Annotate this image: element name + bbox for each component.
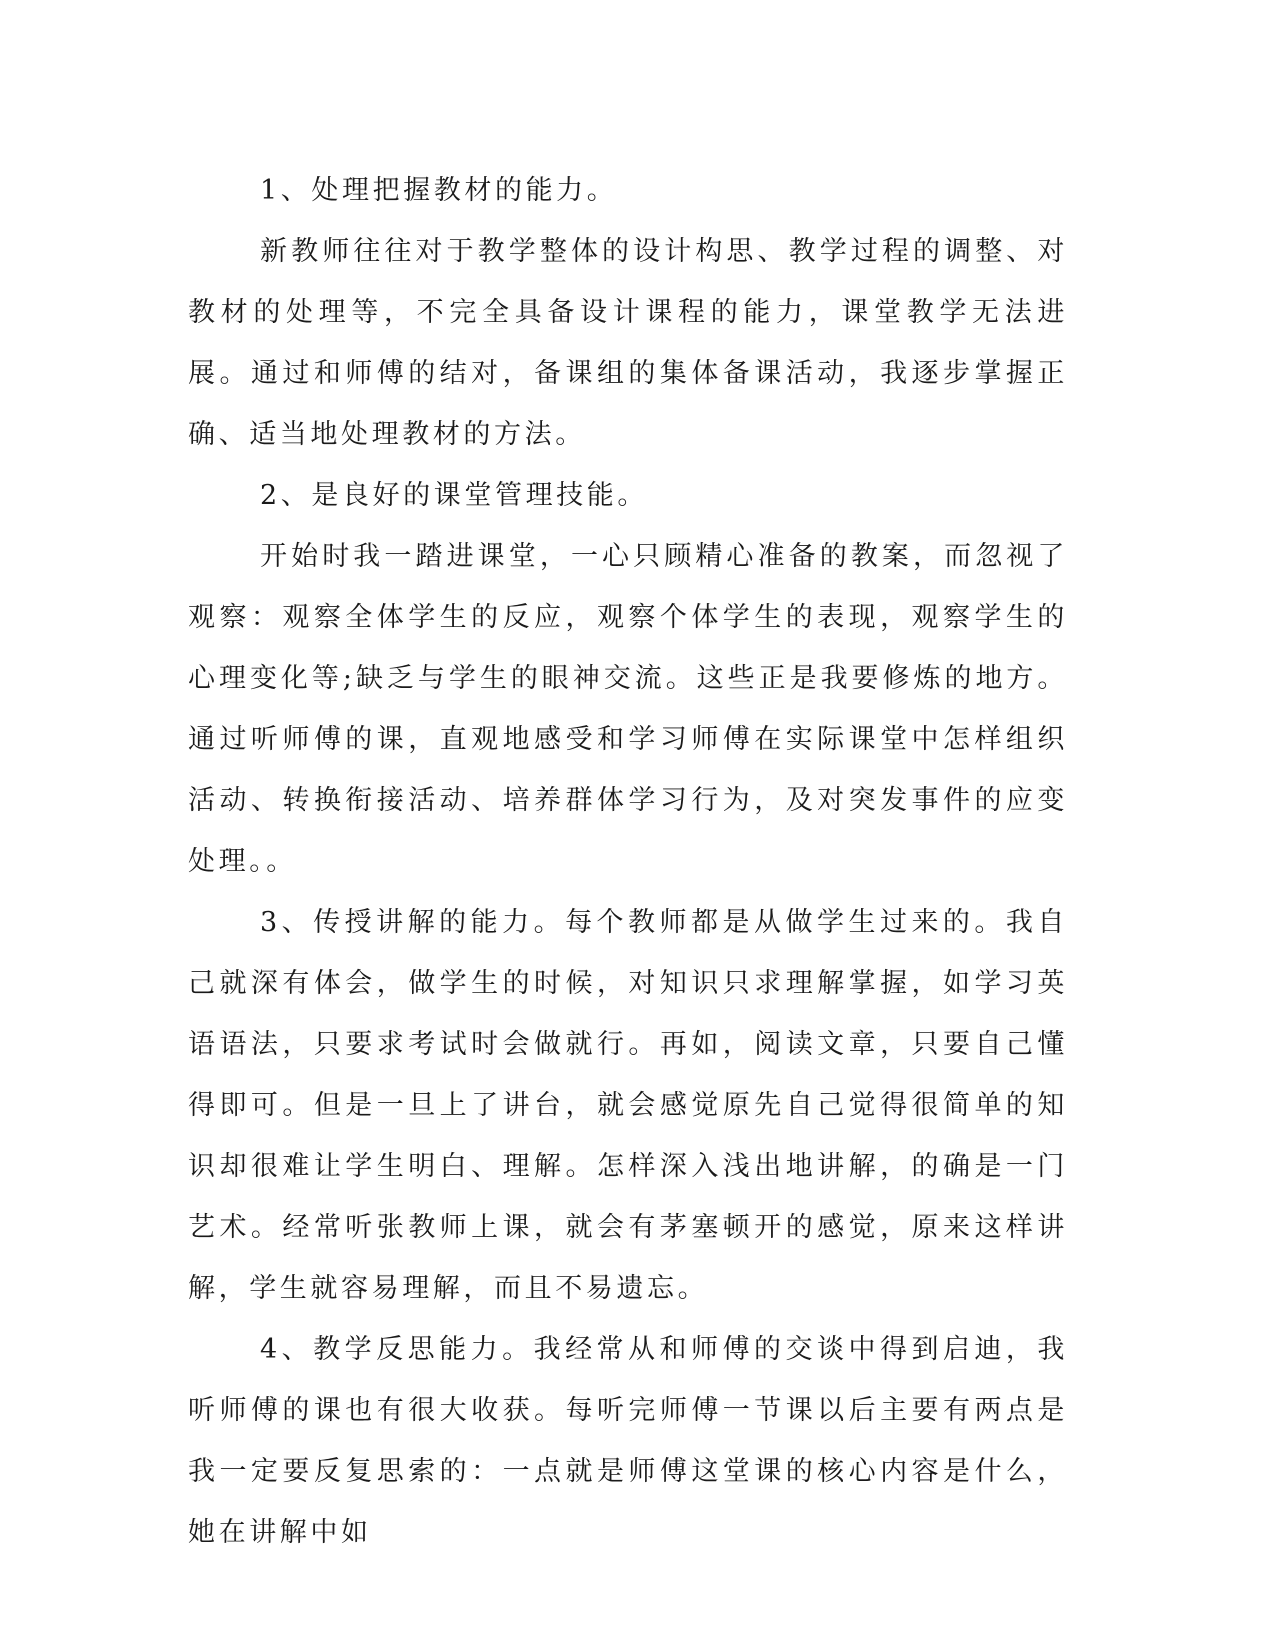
paragraph-point-3: 3、传授讲解的能力。每个教师都是从做学生过来的。我自己就深有体会，做学生的时候，对知识只求理解掌握，如学习英语语法，只要求考试时会做就行。再如，阅读文章，只要自己懂得即可。但是一旦上了讲台，就会感觉原先自己觉得很简单的知识却很难让学生明白、理解。怎样深入浅出地讲解，的确是一门艺术。经常听张教师上课，就会有茅塞顿开的感觉，原来这样讲解，学生就容易理解，而且不易遗忘。: [188, 907, 1068, 1304]
paragraph-point-4: 4、教学反思能力。我经常从和师傅的交谈中得到启迪，我听师傅的课也有很大收获。每听完师傅一节课以后主要有两点是我一定要反复思索的：一点就是师傅这堂课的核心内容是什么，她在讲解中如: [188, 1334, 1068, 1548]
paragraph-point-2: 开始时我一踏进课堂，一心只顾精心准备的教案，而忽视了观察：观察全体学生的反应，观察个体学生的表现，观察学生的心理变化等;缺乏与学生的眼神交流。这些正是我要修炼的地方。通过听师傅的课，直观地感受和学习师傅在实际课堂中怎样组织活动、转换衔接活动、培养群体学习行为，及对突发事件的应变处理。。: [188, 541, 1068, 877]
heading-point-1: 1、处理把握教材的能力。: [260, 175, 618, 206]
heading-point-2: 2、是良好的课堂管理技能。: [260, 480, 648, 511]
document-body: [188, 160, 1068, 1563]
paragraph-point-1: 新教师往往对于教学整体的设计构思、教学过程的调整、对教材的处理等，不完全具备设计课程的能力，课堂教学无法进展。通过和师傅的结对，备课组的集体备课活动，我逐步掌握正确、适当地处理教材的方法。: [188, 236, 1068, 450]
